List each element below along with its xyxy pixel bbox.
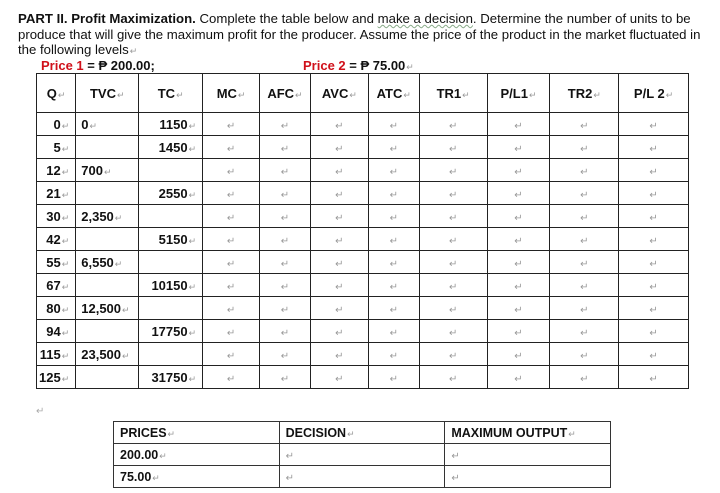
tc-cell[interactable]: 5150 ↵ — [139, 228, 203, 251]
empty-cell[interactable] — [550, 182, 619, 205]
q-cell: 115 ↵ — [37, 343, 76, 366]
empty-cell[interactable] — [419, 297, 487, 320]
price-1-value: = ₱ 200.00; — [83, 58, 155, 73]
empty-cell[interactable] — [203, 343, 260, 366]
empty-cell[interactable] — [368, 343, 419, 366]
empty-cell[interactable] — [368, 274, 419, 297]
empty-cell[interactable] — [487, 136, 550, 159]
empty-cell[interactable] — [203, 159, 260, 182]
table-row — [37, 182, 689, 205]
spellcheck-text: make a decision — [377, 11, 473, 26]
column-header: TC ↵ — [139, 74, 203, 113]
empty-cell[interactable] — [550, 205, 619, 228]
tvc-cell[interactable] — [76, 366, 139, 389]
q-cell: 42 ↵ — [37, 228, 76, 251]
tc-cell[interactable] — [139, 297, 203, 320]
empty-cell[interactable] — [203, 182, 260, 205]
table-row — [37, 251, 689, 274]
empty-cell[interactable] — [368, 366, 419, 389]
empty-cell[interactable] — [487, 366, 550, 389]
empty-cell[interactable] — [550, 228, 619, 251]
empty-cell[interactable] — [260, 251, 311, 274]
tvc-cell[interactable]: 0 ↵ — [76, 113, 139, 136]
price-cell: 200.00 ↵ — [114, 444, 280, 466]
tvc-cell[interactable]: 2,350 ↵ — [76, 205, 139, 228]
empty-cell[interactable] — [419, 343, 487, 366]
empty-cell[interactable] — [487, 274, 550, 297]
q-cell: 5 ↵ — [37, 136, 76, 159]
tc-cell[interactable] — [139, 205, 203, 228]
empty-cell[interactable] — [550, 297, 619, 320]
table-row — [37, 320, 689, 343]
column-header: TVC ↵ — [76, 74, 139, 113]
q-cell: 55 ↵ — [37, 251, 76, 274]
empty-cell[interactable] — [368, 113, 419, 136]
empty-cell[interactable] — [310, 320, 368, 343]
empty-cell[interactable] — [550, 343, 619, 366]
empty-cell[interactable] — [487, 113, 550, 136]
price-1-label: Price 1 — [41, 58, 84, 73]
empty-cell[interactable] — [550, 136, 619, 159]
empty-cell[interactable] — [368, 251, 419, 274]
empty-cell[interactable] — [550, 274, 619, 297]
tvc-cell[interactable] — [76, 182, 139, 205]
empty-cell[interactable] — [550, 159, 619, 182]
empty-cell[interactable] — [619, 113, 689, 136]
tc-cell[interactable] — [139, 251, 203, 274]
tc-cell[interactable]: 17750 ↵ — [139, 320, 203, 343]
empty-cell[interactable] — [550, 251, 619, 274]
decision-header: MAXIMUM OUTPUT ↵ — [445, 422, 611, 444]
tc-cell[interactable] — [139, 159, 203, 182]
table-row — [37, 136, 689, 159]
empty-cell[interactable] — [368, 182, 419, 205]
column-header: P/L1 ↵ — [487, 74, 550, 113]
tvc-cell[interactable] — [76, 228, 139, 251]
empty-cell[interactable] — [619, 182, 689, 205]
empty-cell[interactable] — [419, 205, 487, 228]
column-header: TR1 ↵ — [419, 74, 487, 113]
decision-cell[interactable] — [279, 466, 445, 488]
price-1 — [41, 58, 155, 73]
part-heading: PART II. Profit Maximization. — [18, 11, 196, 26]
table-row — [37, 274, 689, 297]
empty-cell[interactable] — [419, 251, 487, 274]
empty-cell[interactable] — [619, 136, 689, 159]
decision-table — [113, 421, 611, 488]
table-row — [37, 205, 689, 228]
empty-cell[interactable] — [487, 182, 550, 205]
empty-cell[interactable] — [550, 366, 619, 389]
empty-cell[interactable] — [619, 274, 689, 297]
empty-cell[interactable] — [419, 274, 487, 297]
empty-cell[interactable] — [260, 343, 311, 366]
empty-cell[interactable] — [419, 159, 487, 182]
tc-cell[interactable] — [139, 343, 203, 366]
max-output-cell[interactable] — [445, 444, 611, 466]
empty-cell[interactable] — [487, 297, 550, 320]
empty-cell[interactable] — [487, 159, 550, 182]
tvc-cell[interactable]: 23,500 ↵ — [76, 343, 139, 366]
empty-cell[interactable] — [260, 205, 311, 228]
price-2 — [303, 58, 414, 73]
q-cell: 94 ↵ — [37, 320, 76, 343]
empty-cell[interactable] — [419, 182, 487, 205]
column-header: P/L 2 ↵ — [619, 74, 689, 113]
column-header: TR2 ↵ — [550, 74, 619, 113]
price-2-label: Price 2 — [303, 58, 346, 73]
empty-cell[interactable] — [368, 320, 419, 343]
header-row — [37, 74, 689, 113]
tvc-cell[interactable]: 700 ↵ — [76, 159, 139, 182]
empty-cell[interactable] — [310, 274, 368, 297]
column-header: AFC ↵ — [260, 74, 311, 113]
table-row — [37, 113, 689, 136]
decision-cell[interactable] — [279, 444, 445, 466]
decision-header: PRICES ↵ — [114, 422, 280, 444]
empty-cell[interactable] — [260, 274, 311, 297]
tvc-cell[interactable] — [76, 320, 139, 343]
empty-cell[interactable] — [619, 251, 689, 274]
decision-header-row — [114, 422, 611, 444]
empty-cell[interactable] — [368, 136, 419, 159]
q-cell: 21 ↵ — [37, 182, 76, 205]
column-header: AVC ↵ — [310, 74, 368, 113]
empty-cell[interactable] — [487, 320, 550, 343]
empty-cell[interactable] — [368, 297, 419, 320]
tc-cell[interactable]: 1150 ↵ — [139, 113, 203, 136]
column-header: MC ↵ — [203, 74, 260, 113]
empty-cell[interactable] — [203, 320, 260, 343]
empty-cell[interactable] — [487, 205, 550, 228]
empty-cell[interactable] — [619, 297, 689, 320]
tvc-cell[interactable] — [76, 136, 139, 159]
empty-cell[interactable] — [619, 343, 689, 366]
empty-cell[interactable] — [487, 251, 550, 274]
empty-cell[interactable] — [619, 159, 689, 182]
q-cell: 30 ↵ — [37, 205, 76, 228]
empty-cell[interactable] — [310, 182, 368, 205]
empty-cell[interactable] — [619, 366, 689, 389]
table-row — [37, 366, 689, 389]
instructions — [18, 11, 708, 60]
tc-cell[interactable]: 31750 ↵ — [139, 366, 203, 389]
empty-cell[interactable] — [310, 113, 368, 136]
cost-table — [36, 73, 689, 389]
empty-cell[interactable] — [203, 228, 260, 251]
price-2-value: = ₱ 75.00 — [345, 58, 406, 73]
empty-cell[interactable] — [368, 205, 419, 228]
price-cell: 75.00 ↵ — [114, 466, 280, 488]
empty-cell[interactable] — [419, 113, 487, 136]
empty-cell[interactable] — [550, 113, 619, 136]
q-cell: 80 ↵ — [37, 297, 76, 320]
q-cell: 125 ↵ — [37, 366, 76, 389]
empty-cell[interactable] — [260, 136, 311, 159]
empty-cell[interactable] — [260, 228, 311, 251]
empty-cell[interactable] — [419, 320, 487, 343]
table-row — [37, 228, 689, 251]
empty-cell[interactable] — [419, 136, 487, 159]
empty-cell[interactable] — [310, 159, 368, 182]
max-output-cell[interactable] — [445, 466, 611, 488]
empty-cell[interactable] — [203, 136, 260, 159]
empty-cell[interactable] — [203, 274, 260, 297]
instruction-text: Complete the table below and — [195, 11, 378, 26]
table-row — [37, 297, 689, 320]
decision-header: DECISION ↵ — [279, 422, 445, 444]
tc-cell[interactable]: 10150 ↵ — [139, 274, 203, 297]
empty-cell[interactable] — [260, 366, 311, 389]
q-cell: 0 ↵ — [37, 113, 76, 136]
empty-cell[interactable] — [368, 159, 419, 182]
empty-cell[interactable] — [310, 251, 368, 274]
empty-cell[interactable] — [310, 366, 368, 389]
q-cell: 67 ↵ — [37, 274, 76, 297]
empty-cell[interactable] — [203, 366, 260, 389]
column-header: Q ↵ — [37, 74, 76, 113]
decision-row — [114, 444, 611, 466]
table-row — [37, 159, 689, 182]
empty-cell[interactable] — [260, 320, 311, 343]
empty-cell[interactable] — [487, 228, 550, 251]
empty-cell[interactable] — [203, 297, 260, 320]
tvc-cell[interactable]: 6,550 ↵ — [76, 251, 139, 274]
decision-row — [114, 466, 611, 488]
empty-cell[interactable] — [260, 159, 311, 182]
paragraph-mark: ↵ — [36, 406, 45, 417]
empty-cell[interactable] — [619, 205, 689, 228]
table-row — [37, 343, 689, 366]
empty-cell[interactable] — [203, 251, 260, 274]
tvc-cell[interactable] — [76, 274, 139, 297]
empty-cell[interactable] — [619, 228, 689, 251]
column-header: ATC ↵ — [368, 74, 419, 113]
empty-cell[interactable] — [619, 320, 689, 343]
empty-cell[interactable] — [203, 205, 260, 228]
empty-cell[interactable] — [310, 205, 368, 228]
tvc-cell[interactable]: 12,500 ↵ — [76, 297, 139, 320]
empty-cell[interactable] — [419, 228, 487, 251]
empty-cell[interactable] — [368, 228, 419, 251]
empty-cell[interactable] — [310, 228, 368, 251]
q-cell: 12 ↵ — [37, 159, 76, 182]
empty-cell[interactable] — [203, 113, 260, 136]
empty-cell[interactable] — [310, 297, 368, 320]
empty-cell[interactable] — [310, 136, 368, 159]
empty-cell[interactable] — [487, 343, 550, 366]
empty-cell[interactable] — [310, 343, 368, 366]
empty-cell[interactable] — [260, 113, 311, 136]
instruction-text: . Determine the number of units to be produce that will give the maximum profit for the producer. Assume the price of the product in the market fluctuated in the following levels ↵ — [18, 11, 700, 57]
empty-cell[interactable] — [260, 182, 311, 205]
empty-cell[interactable] — [260, 297, 311, 320]
empty-cell[interactable] — [550, 320, 619, 343]
empty-cell[interactable] — [419, 366, 487, 389]
tc-cell[interactable]: 1450 ↵ — [139, 136, 203, 159]
tc-cell[interactable]: 2550 ↵ — [139, 182, 203, 205]
